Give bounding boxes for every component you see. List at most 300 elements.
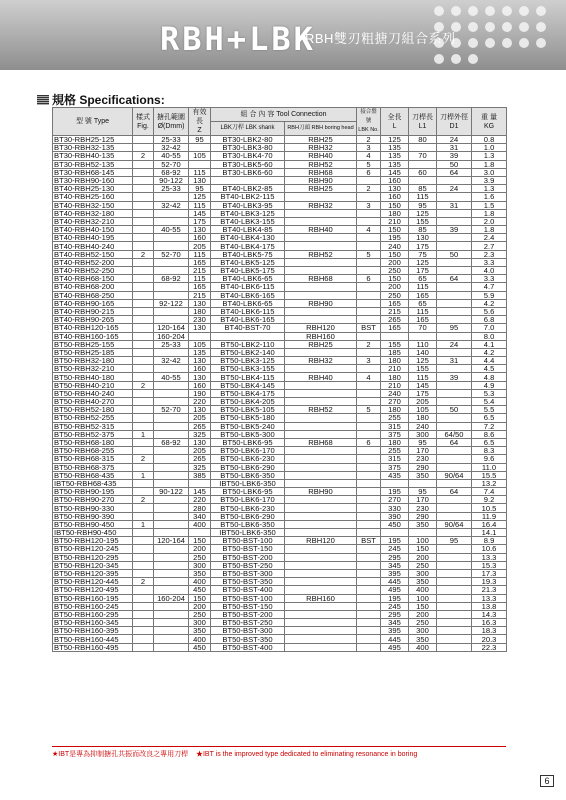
table-cell: 65 bbox=[409, 299, 437, 307]
table-cell: BT30-LBK4-70 bbox=[211, 152, 285, 160]
table-cell: 230 bbox=[409, 504, 437, 512]
table-row bbox=[53, 569, 507, 577]
table-cell: BT40-RBH40-240 bbox=[53, 242, 133, 250]
table-cell bbox=[133, 414, 154, 422]
table-row bbox=[53, 586, 507, 594]
table-cell bbox=[133, 348, 154, 356]
table-row bbox=[53, 250, 507, 258]
table-cell: 125 bbox=[409, 258, 437, 266]
table-cell bbox=[437, 569, 472, 577]
table-cell: 350 bbox=[409, 520, 437, 528]
table-cell bbox=[437, 586, 472, 594]
table-cell: BT50-BST-150 bbox=[211, 602, 285, 610]
table-cell: 145 bbox=[409, 381, 437, 389]
table-cell: 350 bbox=[409, 578, 437, 586]
table-cell bbox=[437, 365, 472, 373]
table-cell bbox=[285, 610, 357, 618]
table-cell: 400 bbox=[189, 520, 211, 528]
table-cell: 70 bbox=[409, 152, 437, 160]
table-cell bbox=[154, 627, 189, 635]
table-row bbox=[53, 299, 507, 307]
table-row bbox=[53, 471, 507, 479]
table-cell: 130 bbox=[189, 373, 211, 381]
table-cell: BT50-LBK3-155 bbox=[211, 365, 285, 373]
table-cell: RBH90 bbox=[285, 488, 357, 496]
table-cell: BT50-LBK5-105 bbox=[211, 406, 285, 414]
table-cell bbox=[133, 291, 154, 299]
table-cell bbox=[154, 561, 189, 569]
table-row bbox=[53, 389, 507, 397]
table-cell: BT50-RBH68-375 bbox=[53, 463, 133, 471]
table-cell bbox=[357, 504, 381, 512]
table-cell bbox=[133, 332, 154, 340]
table-cell: 290 bbox=[409, 512, 437, 520]
table-cell: 50 bbox=[437, 160, 472, 168]
table-row bbox=[53, 479, 507, 487]
table-cell bbox=[133, 602, 154, 610]
table-cell: BT50-RBH160-345 bbox=[53, 619, 133, 627]
table-cell: 13.3 bbox=[472, 594, 507, 602]
table-cell: 24 bbox=[437, 340, 472, 348]
table-cell: 6.5 bbox=[472, 414, 507, 422]
table-cell bbox=[357, 332, 381, 340]
table-cell: 92-122 bbox=[154, 299, 189, 307]
table-cell: BT40-RBH68-150 bbox=[53, 275, 133, 283]
table-cell: BT40-LBK6-115 bbox=[211, 283, 285, 291]
table-cell bbox=[285, 307, 357, 315]
table-cell: BT30-RBH68-145 bbox=[53, 168, 133, 176]
table-cell: 165 bbox=[409, 291, 437, 299]
table-cell bbox=[133, 447, 154, 455]
table-cell bbox=[133, 463, 154, 471]
table-cell bbox=[133, 242, 154, 250]
table-cell: BT50-RBH120-395 bbox=[53, 569, 133, 577]
table-cell bbox=[357, 463, 381, 471]
table-cell: BT50-LBK4-205 bbox=[211, 398, 285, 406]
table-row bbox=[53, 357, 507, 365]
table-cell bbox=[154, 307, 189, 315]
table-cell bbox=[357, 520, 381, 528]
col-fig: 樣式 Fig. bbox=[133, 108, 154, 136]
table-cell: 400 bbox=[409, 643, 437, 651]
table-cell bbox=[133, 201, 154, 209]
table-cell: RBH52 bbox=[285, 160, 357, 168]
table-cell: 24 bbox=[437, 136, 472, 144]
table-cell: 200 bbox=[409, 610, 437, 618]
table-cell: BT50-RBH25-155 bbox=[53, 340, 133, 348]
table-cell: 3.9 bbox=[472, 176, 507, 184]
table-row bbox=[53, 136, 507, 144]
table-cell: 255 bbox=[381, 447, 409, 455]
product-title: RBH雙刃粗搪刀組合系列 bbox=[305, 31, 456, 46]
table-row bbox=[53, 193, 507, 201]
table-cell bbox=[133, 553, 154, 561]
table-cell: BT40-RBH40-195 bbox=[53, 234, 133, 242]
table-cell: 64 bbox=[437, 168, 472, 176]
table-cell: 15.3 bbox=[472, 561, 507, 569]
table-cell: 450 bbox=[189, 643, 211, 651]
table-cell bbox=[437, 291, 472, 299]
table-cell bbox=[285, 471, 357, 479]
table-cell bbox=[285, 209, 357, 217]
table-cell: 115 bbox=[189, 275, 211, 283]
table-row bbox=[53, 152, 507, 160]
table-row bbox=[53, 529, 507, 537]
table-cell: BT40-LBK6-165 bbox=[211, 291, 285, 299]
table-cell: 1 bbox=[133, 471, 154, 479]
table-cell: 200 bbox=[381, 258, 409, 266]
table-cell bbox=[133, 488, 154, 496]
table-cell bbox=[154, 586, 189, 594]
table-cell bbox=[285, 258, 357, 266]
table-cell: BT50-RBH25-185 bbox=[53, 348, 133, 356]
table-cell bbox=[409, 160, 437, 168]
product-logo: RBH+LBK bbox=[160, 20, 316, 58]
table-cell: 64 bbox=[437, 488, 472, 496]
table-cell: IBT50-LBK6-350 bbox=[211, 479, 285, 487]
table-cell: 5.3 bbox=[472, 389, 507, 397]
table-cell: 8.3 bbox=[472, 447, 507, 455]
table-cell bbox=[437, 389, 472, 397]
table-cell bbox=[154, 430, 189, 438]
table-cell: 345 bbox=[381, 619, 409, 627]
table-cell: 200 bbox=[409, 553, 437, 561]
table-cell: RBH40 bbox=[285, 373, 357, 381]
table-cell: BT50-RBH40-270 bbox=[53, 398, 133, 406]
table-cell: 205 bbox=[409, 398, 437, 406]
section-title-text: 規格 Specifications: bbox=[52, 93, 165, 107]
table-cell bbox=[285, 430, 357, 438]
table-cell: 150 bbox=[381, 226, 409, 234]
table-cell bbox=[154, 496, 189, 504]
table-cell bbox=[285, 316, 357, 324]
table-cell: 350 bbox=[189, 627, 211, 635]
table-cell: 135 bbox=[381, 152, 409, 160]
table-cell bbox=[285, 545, 357, 553]
table-cell: 1.6 bbox=[472, 193, 507, 201]
table-cell: 145 bbox=[189, 209, 211, 217]
table-cell: 165 bbox=[381, 299, 409, 307]
table-cell: 31 bbox=[437, 357, 472, 365]
table-cell bbox=[357, 594, 381, 602]
table-cell: 16.4 bbox=[472, 520, 507, 528]
table-cell: 130 bbox=[189, 357, 211, 365]
table-cell: 150 bbox=[189, 537, 211, 545]
table-cell: 18.3 bbox=[472, 627, 507, 635]
table-cell bbox=[437, 316, 472, 324]
table-cell bbox=[437, 209, 472, 217]
table-cell: BT50-LBK3-125 bbox=[211, 357, 285, 365]
table-cell: 6.8 bbox=[472, 316, 507, 324]
table-cell bbox=[357, 602, 381, 610]
table-cell: 100 bbox=[409, 537, 437, 545]
table-cell: 140 bbox=[409, 348, 437, 356]
table-cell: BT50-RBH160-495 bbox=[53, 643, 133, 651]
table-cell: 5 bbox=[357, 160, 381, 168]
table-cell: 435 bbox=[381, 471, 409, 479]
table-cell bbox=[437, 258, 472, 266]
table-cell: 11.9 bbox=[472, 512, 507, 520]
table-cell bbox=[357, 316, 381, 324]
table-cell bbox=[437, 283, 472, 291]
table-cell: BT30-RBH90-160 bbox=[53, 176, 133, 184]
table-cell bbox=[437, 422, 472, 430]
table-cell bbox=[357, 176, 381, 184]
table-cell: 13.8 bbox=[472, 602, 507, 610]
table-cell bbox=[133, 512, 154, 520]
table-cell: 6 bbox=[357, 168, 381, 176]
table-cell: BT50-BST-150 bbox=[211, 545, 285, 553]
table-cell: BT40-LBK3-125 bbox=[211, 209, 285, 217]
table-cell bbox=[437, 348, 472, 356]
table-cell bbox=[154, 389, 189, 397]
table-cell: 95 bbox=[437, 324, 472, 332]
table-cell: BT50-RBH40-210 bbox=[53, 381, 133, 389]
table-cell bbox=[154, 504, 189, 512]
table-cell bbox=[285, 381, 357, 389]
table-cell bbox=[357, 586, 381, 594]
table-cell: 40-55 bbox=[154, 373, 189, 381]
table-cell bbox=[189, 479, 211, 487]
spec-table-body bbox=[53, 136, 507, 652]
table-cell: BT40-RBH120-165 bbox=[53, 324, 133, 332]
table-cell: 240 bbox=[381, 389, 409, 397]
table-cell bbox=[357, 455, 381, 463]
table-cell: 150 bbox=[381, 250, 409, 258]
table-cell: 2 bbox=[133, 152, 154, 160]
table-cell: 95 bbox=[409, 438, 437, 446]
table-cell: 300 bbox=[409, 569, 437, 577]
table-cell bbox=[285, 234, 357, 242]
table-cell bbox=[133, 529, 154, 537]
table-cell: BT50-BST-200 bbox=[211, 610, 285, 618]
header-banner bbox=[0, 0, 566, 70]
table-row bbox=[53, 406, 507, 414]
table-cell: 125 bbox=[381, 136, 409, 144]
table-cell: 4 bbox=[357, 226, 381, 234]
table-cell: 7.4 bbox=[472, 488, 507, 496]
table-cell: BT40-RBH32-150 bbox=[53, 201, 133, 209]
table-cell: 31 bbox=[437, 144, 472, 152]
table-cell: 215 bbox=[189, 291, 211, 299]
table-row bbox=[53, 398, 507, 406]
table-cell: 165 bbox=[189, 283, 211, 291]
table-cell: 345 bbox=[381, 561, 409, 569]
table-cell: RBH90 bbox=[285, 176, 357, 184]
table-cell bbox=[285, 193, 357, 201]
table-cell: 4 bbox=[357, 373, 381, 381]
table-cell: 68-92 bbox=[154, 275, 189, 283]
table-row bbox=[53, 545, 507, 553]
table-cell: 170 bbox=[409, 447, 437, 455]
table-cell: BT30-LBK5-60 bbox=[211, 160, 285, 168]
table-cell: BT40-LBK4-130 bbox=[211, 234, 285, 242]
table-cell: 300 bbox=[189, 619, 211, 627]
table-cell: BT50-LBK5-300 bbox=[211, 430, 285, 438]
col-lbk-no: 接合盤號 LBK No. bbox=[357, 108, 381, 136]
table-cell: 210 bbox=[381, 365, 409, 373]
table-cell: BT40-RBH52-150 bbox=[53, 250, 133, 258]
table-cell bbox=[437, 504, 472, 512]
table-cell: BT40-LBK3-155 bbox=[211, 217, 285, 225]
table-cell bbox=[437, 578, 472, 586]
table-cell: 300 bbox=[409, 627, 437, 635]
table-cell: 14.1 bbox=[472, 529, 507, 537]
table-cell bbox=[357, 569, 381, 577]
table-cell: 95 bbox=[409, 201, 437, 209]
table-row bbox=[53, 307, 507, 315]
table-cell: BT30-LBK6-60 bbox=[211, 168, 285, 176]
table-cell: BT50-RBH32-210 bbox=[53, 365, 133, 373]
table-cell bbox=[437, 635, 472, 643]
table-cell: 0.8 bbox=[472, 136, 507, 144]
table-cell: 295 bbox=[381, 553, 409, 561]
table-cell: 160 bbox=[189, 381, 211, 389]
table-cell bbox=[357, 381, 381, 389]
page-number: 6 bbox=[540, 775, 554, 787]
table-cell bbox=[154, 242, 189, 250]
table-cell bbox=[133, 160, 154, 168]
table-cell: BT50-BST-250 bbox=[211, 561, 285, 569]
table-cell: BT40-LBK4-85 bbox=[211, 226, 285, 234]
table-row bbox=[53, 258, 507, 266]
table-cell: 68-92 bbox=[154, 168, 189, 176]
table-cell: 50 bbox=[437, 406, 472, 414]
table-cell: 180 bbox=[381, 438, 409, 446]
table-cell: 230 bbox=[409, 455, 437, 463]
table-row bbox=[53, 553, 507, 561]
table-cell bbox=[437, 627, 472, 635]
table-row bbox=[53, 520, 507, 528]
table-cell: BT50-BST-200 bbox=[211, 553, 285, 561]
table-cell: BT50-LBK4-175 bbox=[211, 389, 285, 397]
table-cell: IBT50-LBK6-350 bbox=[211, 529, 285, 537]
table-cell bbox=[154, 545, 189, 553]
table-cell bbox=[133, 365, 154, 373]
table-cell bbox=[357, 553, 381, 561]
table-cell bbox=[154, 463, 189, 471]
table-cell bbox=[133, 267, 154, 275]
table-cell: BT50-BST-400 bbox=[211, 643, 285, 651]
table-cell: 325 bbox=[189, 463, 211, 471]
table-cell: BT50-LBK6-290 bbox=[211, 512, 285, 520]
table-cell: 21.3 bbox=[472, 586, 507, 594]
table-cell: RBH40 bbox=[285, 226, 357, 234]
table-cell: 90-122 bbox=[154, 176, 189, 184]
table-cell bbox=[133, 340, 154, 348]
table-cell: 68-92 bbox=[154, 438, 189, 446]
table-cell bbox=[154, 217, 189, 225]
table-cell: 52-70 bbox=[154, 250, 189, 258]
table-cell: BT40-RBH90-215 bbox=[53, 307, 133, 315]
table-cell: 385 bbox=[189, 471, 211, 479]
table-cell: BT50-RBH68-255 bbox=[53, 447, 133, 455]
table-cell: 250 bbox=[189, 553, 211, 561]
table-cell bbox=[357, 512, 381, 520]
table-row bbox=[53, 201, 507, 209]
table-cell: 155 bbox=[409, 217, 437, 225]
table-row bbox=[53, 332, 507, 340]
table-cell bbox=[133, 635, 154, 643]
table-cell: 150 bbox=[409, 602, 437, 610]
table-cell: RBH160 bbox=[285, 594, 357, 602]
table-cell: RBH25 bbox=[285, 136, 357, 144]
table-cell bbox=[357, 348, 381, 356]
table-row bbox=[53, 291, 507, 299]
table-cell bbox=[285, 455, 357, 463]
table-cell: 4.8 bbox=[472, 373, 507, 381]
table-cell: 3 bbox=[357, 201, 381, 209]
table-cell: BST bbox=[357, 537, 381, 545]
table-cell: BT40-RBH25-160 bbox=[53, 193, 133, 201]
table-cell bbox=[357, 479, 381, 487]
section-title bbox=[37, 91, 165, 108]
table-cell: 180 bbox=[381, 406, 409, 414]
table-cell bbox=[154, 512, 189, 520]
table-cell: 120-164 bbox=[154, 324, 189, 332]
table-cell bbox=[133, 144, 154, 152]
table-cell: 4.2 bbox=[472, 348, 507, 356]
table-cell bbox=[133, 193, 154, 201]
table-cell: 5.9 bbox=[472, 291, 507, 299]
table-cell: BT40-LBK5-75 bbox=[211, 250, 285, 258]
table-cell: 115 bbox=[189, 250, 211, 258]
footnote bbox=[52, 746, 506, 759]
table-cell: 155 bbox=[381, 340, 409, 348]
table-cell: 13.3 bbox=[472, 553, 507, 561]
table-cell: 205 bbox=[189, 242, 211, 250]
table-row bbox=[53, 381, 507, 389]
table-row bbox=[53, 422, 507, 430]
table-cell bbox=[437, 234, 472, 242]
table-cell: 200 bbox=[381, 283, 409, 291]
table-cell bbox=[133, 479, 154, 487]
table-cell: BT40-LBK2-115 bbox=[211, 193, 285, 201]
table-cell bbox=[154, 569, 189, 577]
table-cell: BT50-LBK6-95 bbox=[211, 438, 285, 446]
table-cell: BT50-RBH120-245 bbox=[53, 545, 133, 553]
table-cell: 130 bbox=[381, 185, 409, 193]
table-cell bbox=[154, 610, 189, 618]
table-cell: IBT50-RBH68-435 bbox=[53, 479, 133, 487]
table-cell bbox=[285, 602, 357, 610]
table-cell bbox=[437, 332, 472, 340]
table-cell: BT50-RBH52-180 bbox=[53, 406, 133, 414]
table-cell: 155 bbox=[409, 365, 437, 373]
table-cell bbox=[133, 316, 154, 324]
table-cell bbox=[357, 389, 381, 397]
table-cell bbox=[285, 529, 357, 537]
table-cell: 350 bbox=[409, 471, 437, 479]
table-cell bbox=[133, 610, 154, 618]
table-cell: 2.7 bbox=[472, 242, 507, 250]
table-cell bbox=[154, 529, 189, 537]
table-cell: 2 bbox=[357, 340, 381, 348]
table-cell bbox=[154, 381, 189, 389]
table-row bbox=[53, 365, 507, 373]
table-cell: 2.3 bbox=[472, 250, 507, 258]
table-cell bbox=[154, 447, 189, 455]
table-cell: 375 bbox=[381, 430, 409, 438]
table-cell: 135 bbox=[381, 144, 409, 152]
table-cell: BT50-LBK5-180 bbox=[211, 414, 285, 422]
table-cell bbox=[133, 504, 154, 512]
table-cell: 290 bbox=[409, 463, 437, 471]
table-cell: BT50-BST-350 bbox=[211, 635, 285, 643]
table-cell bbox=[357, 365, 381, 373]
table-cell bbox=[154, 471, 189, 479]
table-cell: BT40-RBH90-165 bbox=[53, 299, 133, 307]
